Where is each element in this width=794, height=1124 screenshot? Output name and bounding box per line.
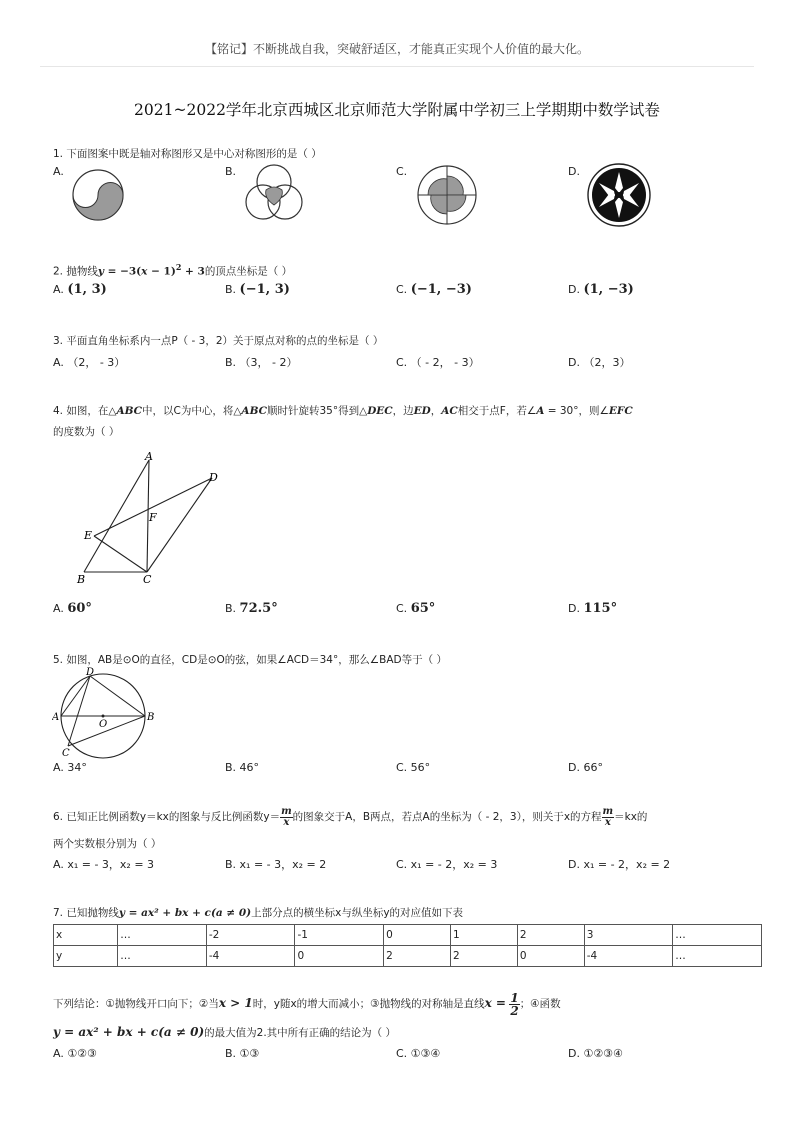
q1-option-b: B. bbox=[225, 165, 237, 178]
q6-stem-line1: 6. 已知正比例函数y＝kx的图象与反比例函数y＝ $\frac{m}{x}$ 的图象交于A，B两点，若点A的坐标为（ - 2，3），则关于x的方程 $\frac{m}{x}$ ＝kx的 bbox=[53, 805, 648, 828]
q2-option-a: A. (1, 3) bbox=[53, 282, 107, 297]
q5-label-c: C bbox=[62, 748, 70, 759]
q4-stem-line2: 的度数为（ ） bbox=[53, 426, 120, 438]
q4-label-e: E bbox=[84, 529, 93, 542]
q4-stem-line1: 4. 如图，在△ABC中，以C为中心，将△ABC顺时针旋转35°得到△DEC，边ED，AC相交于点F，若∠A = 30°，则∠EFC bbox=[53, 405, 633, 417]
q4-figure-rotated-triangles bbox=[72, 448, 232, 588]
q1-stem: 1. 下面图案中既是轴对称图形又是中心对称图形的是（ ） bbox=[53, 148, 322, 160]
q4-option-c: C. 65° bbox=[396, 601, 436, 616]
q2-expr-rest: − 1) bbox=[147, 265, 176, 278]
q5-figure-circle bbox=[52, 664, 156, 760]
q6-option-d: D. x₁ = - 2，x₂ = 2 bbox=[568, 858, 671, 871]
q4-label-d: D bbox=[209, 471, 218, 484]
q5-option-a: A. 34° bbox=[53, 761, 87, 774]
q6-option-c: C. x₁ = - 2，x₂ = 3 bbox=[396, 858, 498, 871]
q5-option-c: C. 56° bbox=[396, 761, 431, 774]
q7-option-d: D. ①②③④ bbox=[568, 1047, 623, 1060]
table-row: y … -4 0 2 2 0 -4 … bbox=[54, 946, 762, 967]
q4-option-a: A. 60° bbox=[53, 601, 92, 616]
q5-stem: 5. 如图，AB是⊙O的直径，CD是⊙O的弦，如果∠ACD＝34°，那么∠BAD等于（ ） bbox=[53, 654, 447, 666]
q2-suffix: 的顶点坐标是（ ） bbox=[204, 265, 293, 278]
q7-stem: 7. 已知抛物线y = ax² + bx + c(a ≠ 0)上部分点的横坐标x与纵坐标y的对应值如下表 bbox=[53, 907, 464, 919]
q3-option-b: B. （3， - 2） bbox=[225, 356, 298, 369]
q1-figure-a-yinyang bbox=[68, 165, 128, 225]
q4-label-c: C bbox=[143, 573, 152, 586]
q6-stem-line2: 两个实数根分别为（ ） bbox=[53, 838, 162, 850]
q2-option-c: C. (−1, −3) bbox=[396, 282, 472, 297]
q4-label-b: B bbox=[77, 573, 86, 586]
q4-option-b: B. 72.5° bbox=[225, 601, 278, 616]
q2-number: 2. 抛物线 bbox=[53, 265, 98, 278]
q6-option-b: B. x₁ = - 3，x₂ = 2 bbox=[225, 858, 327, 871]
q4-option-d: D. 115° bbox=[568, 601, 618, 616]
q2-expr-x: x bbox=[141, 265, 148, 278]
q7-option-c: C. ①③④ bbox=[396, 1047, 441, 1060]
q2-option-b: B. (−1, 3) bbox=[225, 282, 290, 297]
q2-stem bbox=[53, 262, 292, 279]
q3-option-c: C. （ - 2， - 3） bbox=[396, 356, 480, 369]
q5-label-b: B bbox=[147, 712, 155, 723]
q2-expr-y: y bbox=[97, 265, 104, 278]
q1-option-c: C. bbox=[396, 165, 408, 178]
q3-stem: 3. 平面直角坐标系内一点P（ - 3，2）关于原点对称的点的坐标是（ ） bbox=[53, 335, 384, 347]
q5-label-d: D bbox=[86, 667, 95, 678]
q5-label-a: A bbox=[52, 712, 60, 723]
q5-option-b: B. 46° bbox=[225, 761, 260, 774]
q5-label-o: O bbox=[99, 719, 108, 730]
q5-option-d: D. 66° bbox=[568, 761, 603, 774]
q7-conclusions-line1: 下列结论：①抛物线开口向下；②当x > 1时，y随x的增大而减小；③抛物线的对称轴是直线x = $\frac{1}{2}$ ；④函数 bbox=[53, 990, 561, 1018]
q1-figure-d-star-flower bbox=[584, 160, 654, 230]
header-divider bbox=[40, 66, 754, 67]
q3-option-d: D. （2，3） bbox=[568, 356, 631, 369]
motto: 【铭记】不断挑战自我，突破舒适区，才能真正实现个人价值的最大化。 bbox=[204, 42, 589, 56]
q7-value-table bbox=[53, 924, 762, 967]
q1-figure-b-three-circles bbox=[238, 160, 310, 230]
q4-label-f: F bbox=[149, 511, 157, 524]
table-row: x … -2 -1 0 1 2 3 … bbox=[54, 925, 762, 946]
q2-expr-sup: 2 bbox=[175, 262, 182, 272]
q1-figure-c-quarter-fans bbox=[414, 162, 480, 228]
q1-option-a: A. bbox=[53, 165, 64, 178]
page-title: 2021~2022学年北京西城区北京师范大学附属中学初三上学期期中数学试卷 bbox=[134, 101, 660, 119]
q7-option-a: A. ①②③ bbox=[53, 1047, 97, 1060]
q3-option-a: A. （2， - 3） bbox=[53, 356, 126, 369]
q6-option-a: A. x₁ = - 3，x₂ = 3 bbox=[53, 858, 155, 871]
q2-option-d: D. (1, −3) bbox=[568, 282, 634, 297]
q2-expr-tail: + 3 bbox=[181, 265, 205, 278]
q2-expr-eq: = −3( bbox=[103, 265, 142, 278]
q7-conclusions-line2: y = ax² + bx + c(a ≠ 0)的最大值为2.其中所有正确的结论为（ ） bbox=[53, 1025, 396, 1039]
q1-option-d: D. bbox=[568, 165, 580, 178]
q7-option-b: B. ①③ bbox=[225, 1047, 260, 1060]
q4-label-a: A bbox=[145, 450, 153, 463]
